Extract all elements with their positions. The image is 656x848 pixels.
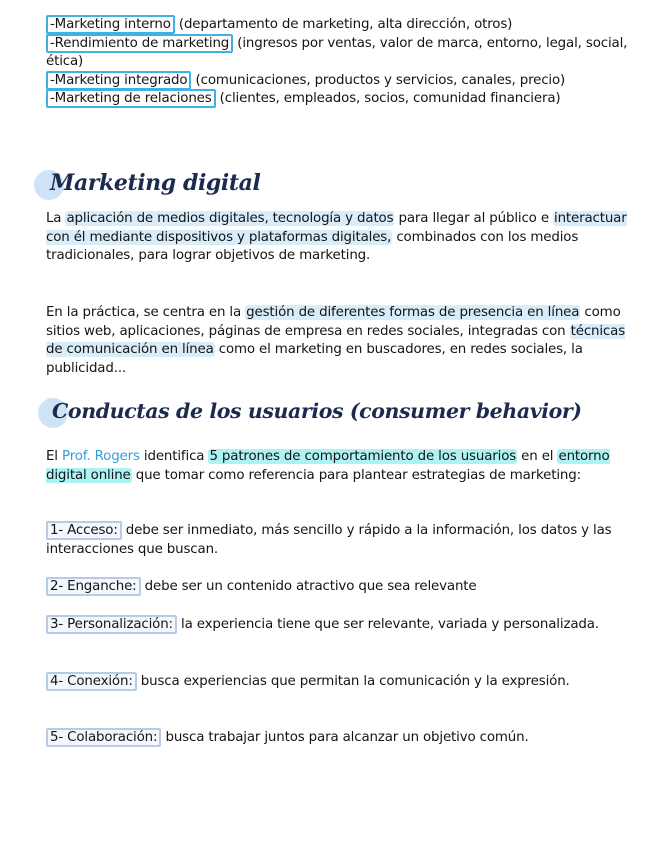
list-term: -Rendimiento de marketing <box>46 34 233 53</box>
highlight: aplicación de medios digitales, tecnología y datos <box>66 211 394 226</box>
pattern-label: 3- Personalización: <box>46 615 177 634</box>
text: combinados con los medios tradicionales, para lograr objetivos de marketing. <box>46 229 579 263</box>
text: en el <box>517 449 558 464</box>
text: para llegar al público e <box>394 211 554 226</box>
section-title-consumer-behavior: Conductas de los usuarios (consumer behavior) <box>52 399 582 423</box>
highlight: interactuar con él mediante dispositivos y plataformas digitales, <box>46 211 627 245</box>
text: como sitios web, aplicaciones, páginas de empresa en redes sociales, integradas con <box>46 305 621 339</box>
list-item <box>46 72 636 91</box>
pattern-text: debe ser un contenido atractivo que sea relevante <box>140 579 477 594</box>
pattern-item <box>46 673 636 692</box>
pattern-label: 2- Enganche: <box>46 577 141 596</box>
pattern-text: busca experiencias que permitan la comunicación y la expresión. <box>136 674 570 689</box>
highlight: 5 patrones de comportamiento de los usuarios <box>209 449 517 464</box>
list-desc: (comunicaciones, productos y servicios, canales, precio) <box>191 72 566 88</box>
pattern-text: la experiencia tiene que ser relevante, variada y personalizada. <box>176 617 599 632</box>
list-term: -Marketing de relaciones <box>46 89 216 108</box>
text: El <box>46 449 62 464</box>
list-desc: (departamento de marketing, alta dirección, otros) <box>174 17 513 32</box>
text: como el marketing en buscadores, en redes sociales, la publicidad... <box>46 342 583 376</box>
pattern-item <box>46 578 636 597</box>
highlight: gestión de diferentes formas de presencia en línea <box>246 305 580 320</box>
paragraph-intro <box>46 448 636 485</box>
pattern-label: 1- Acceso: <box>46 521 122 540</box>
pattern-text: busca trabajar juntos para alcanzar un objetivo común. <box>161 730 529 745</box>
highlight: técnicas de comunicación en línea <box>46 323 626 357</box>
paragraph-practice <box>46 304 636 378</box>
pattern-item <box>46 616 636 635</box>
text: La <box>46 211 66 226</box>
list-desc: (ingresos por ventas, valor de marca, entorno, legal, social, ética) <box>46 35 628 69</box>
pattern-item <box>46 729 636 748</box>
pattern-label: 4- Conexión: <box>46 672 137 691</box>
list-term: -Marketing interno <box>46 15 175 34</box>
pattern-item <box>46 522 636 559</box>
pattern-label: 5- Colaboración: <box>46 728 161 747</box>
paragraph-definition <box>46 210 636 266</box>
text: identifica <box>139 449 209 464</box>
pattern-text: debe ser inmediato, más sencillo y rápido a la información, los datos y las interacciones que buscan. <box>46 523 612 557</box>
list-term: -Marketing integrado <box>46 71 191 90</box>
section-title-marketing-digital: Marketing digital <box>50 170 261 196</box>
list-item <box>46 35 636 72</box>
list-desc: (clientes, empleados, socios, comunidad financiera) <box>215 91 561 106</box>
list-item <box>46 90 636 109</box>
marketing-list <box>46 16 636 109</box>
author-name: Prof. Rogers <box>62 449 140 464</box>
highlight: entorno digital online <box>46 449 610 483</box>
text: que tomar como referencia para plantear estrategias de marketing: <box>131 467 581 483</box>
list-item <box>46 16 636 35</box>
text: En la práctica, se centra en la <box>46 305 246 320</box>
